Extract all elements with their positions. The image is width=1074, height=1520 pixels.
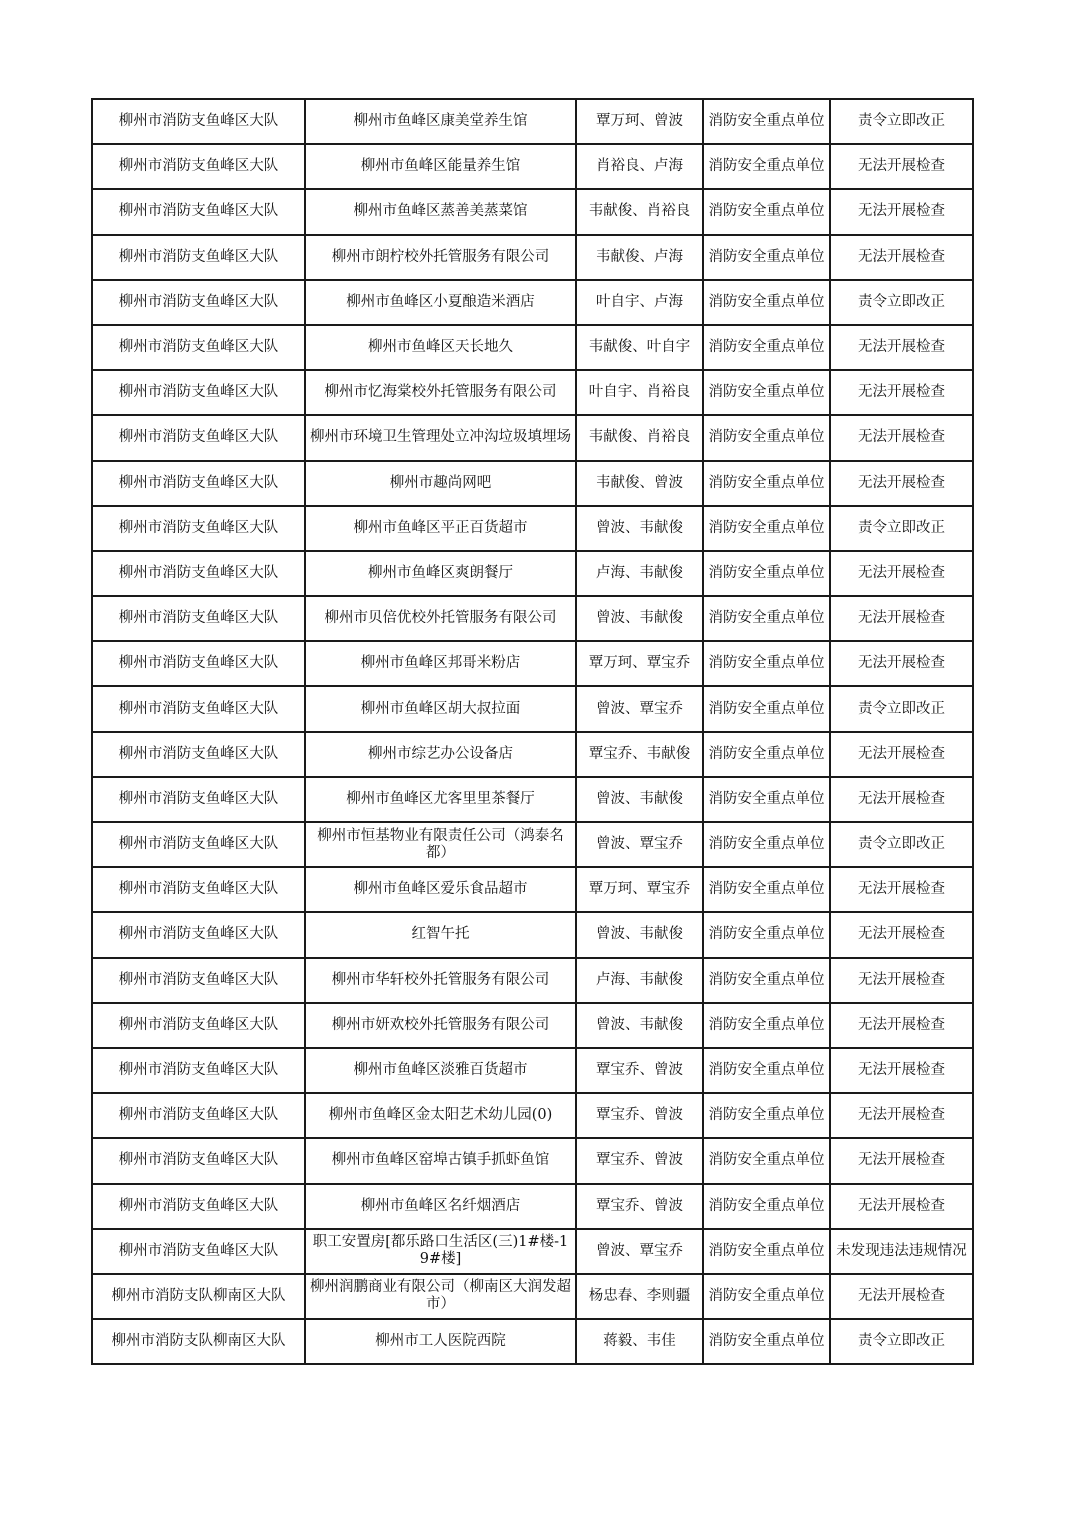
inspectors-cell: 曾波、韦献俊 <box>576 912 703 957</box>
inspectors-cell: 曾波、覃宝乔 <box>576 1229 703 1274</box>
site-name-cell: 柳州市鱼峰区爽朗餐厅 <box>305 551 576 596</box>
site-category-cell: 消防安全重点单位 <box>703 1184 830 1229</box>
site-name-cell: 柳州市鱼峰区小夏酿造米酒店 <box>305 280 576 325</box>
inspection-unit-cell: 柳州市消防支鱼峰区大队 <box>92 641 305 686</box>
result-cell: 责令立即改正 <box>830 99 973 144</box>
inspectors-cell: 叶自宇、肖裕良 <box>576 370 703 415</box>
inspectors-cell: 杨忠春、李则疆 <box>576 1274 703 1319</box>
site-category-cell: 消防安全重点单位 <box>703 280 830 325</box>
site-name-cell: 柳州市鱼峰区邦哥米粉店 <box>305 641 576 686</box>
inspection-unit-cell: 柳州市消防支鱼峰区大队 <box>92 506 305 551</box>
inspectors-cell: 韦献俊、卢海 <box>576 235 703 280</box>
site-name-cell: 柳州市贝倍优校外托管服务有限公司 <box>305 596 576 641</box>
site-name-cell: 柳州市鱼峰区金太阳艺术幼儿园(0) <box>305 1093 576 1138</box>
inspection-unit-cell: 柳州市消防支鱼峰区大队 <box>92 415 305 460</box>
site-name-cell: 柳州市鱼峰区天长地久 <box>305 325 576 370</box>
inspection-unit-cell: 柳州市消防支鱼峰区大队 <box>92 99 305 144</box>
table-row <box>92 641 973 686</box>
inspection-unit-cell: 柳州市消防支鱼峰区大队 <box>92 867 305 912</box>
result-cell: 责令立即改正 <box>830 686 973 731</box>
site-category-cell: 消防安全重点单位 <box>703 144 830 189</box>
inspectors-cell: 覃宝乔、曾波 <box>576 1048 703 1093</box>
site-name-cell: 红智午托 <box>305 912 576 957</box>
site-category-cell: 消防安全重点单位 <box>703 1048 830 1093</box>
result-cell: 无法开展检查 <box>830 370 973 415</box>
inspection-table <box>91 98 974 1365</box>
table-row <box>92 1093 973 1138</box>
site-name-cell: 柳州市鱼峰区能量养生馆 <box>305 144 576 189</box>
site-category-cell: 消防安全重点单位 <box>703 415 830 460</box>
site-category-cell: 消防安全重点单位 <box>703 867 830 912</box>
inspectors-cell: 覃宝乔、曾波 <box>576 1184 703 1229</box>
inspectors-cell: 卢海、韦献俊 <box>576 958 703 1003</box>
result-cell: 未发现违法违规情况 <box>830 1229 973 1274</box>
table-row <box>92 1138 973 1183</box>
site-category-cell: 消防安全重点单位 <box>703 370 830 415</box>
inspectors-cell: 曾波、韦献俊 <box>576 777 703 822</box>
inspectors-cell: 卢海、韦献俊 <box>576 551 703 596</box>
table-row <box>92 506 973 551</box>
table-row <box>92 99 973 144</box>
site-name-cell: 柳州市鱼峰区爱乐食品超市 <box>305 867 576 912</box>
result-cell: 无法开展检查 <box>830 1048 973 1093</box>
site-category-cell: 消防安全重点单位 <box>703 189 830 234</box>
table-row <box>92 415 973 460</box>
result-cell: 无法开展检查 <box>830 551 973 596</box>
inspectors-cell: 曾波、覃宝乔 <box>576 822 703 867</box>
table-row <box>92 235 973 280</box>
inspectors-cell: 韦献俊、叶自宇 <box>576 325 703 370</box>
inspection-unit-cell: 柳州市消防支鱼峰区大队 <box>92 1184 305 1229</box>
inspection-unit-cell: 柳州市消防支鱼峰区大队 <box>92 958 305 1003</box>
table-row <box>92 1319 973 1364</box>
inspection-unit-cell: 柳州市消防支鱼峰区大队 <box>92 551 305 596</box>
table-row <box>92 1274 973 1319</box>
inspectors-cell: 曾波、韦献俊 <box>576 596 703 641</box>
result-cell: 无法开展检查 <box>830 1274 973 1319</box>
site-name-cell: 柳州市妍欢校外托管服务有限公司 <box>305 1003 576 1048</box>
result-cell: 无法开展检查 <box>830 461 973 506</box>
result-cell: 无法开展检查 <box>830 777 973 822</box>
result-cell: 无法开展检查 <box>830 144 973 189</box>
table-row <box>92 958 973 1003</box>
site-name-cell: 柳州市鱼峰区康美堂养生馆 <box>305 99 576 144</box>
inspection-unit-cell: 柳州市消防支鱼峰区大队 <box>92 461 305 506</box>
inspection-unit-cell: 柳州市消防支鱼峰区大队 <box>92 325 305 370</box>
site-name-cell: 柳州润鹏商业有限公司（柳南区大润发超市） <box>305 1274 576 1319</box>
result-cell: 无法开展检查 <box>830 1003 973 1048</box>
result-cell: 责令立即改正 <box>830 280 973 325</box>
inspectors-cell: 覃万珂、覃宝乔 <box>576 641 703 686</box>
inspection-unit-cell: 柳州市消防支鱼峰区大队 <box>92 1093 305 1138</box>
inspectors-cell: 曾波、韦献俊 <box>576 1003 703 1048</box>
site-category-cell: 消防安全重点单位 <box>703 551 830 596</box>
result-cell: 无法开展检查 <box>830 1138 973 1183</box>
result-cell: 责令立即改正 <box>830 506 973 551</box>
table-row <box>92 1184 973 1229</box>
table-row <box>92 686 973 731</box>
result-cell: 责令立即改正 <box>830 1319 973 1364</box>
inspection-unit-cell: 柳州市消防支鱼峰区大队 <box>92 280 305 325</box>
inspectors-cell: 曾波、覃宝乔 <box>576 686 703 731</box>
table-row <box>92 596 973 641</box>
inspection-unit-cell: 柳州市消防支鱼峰区大队 <box>92 822 305 867</box>
result-cell: 无法开展检查 <box>830 1093 973 1138</box>
inspectors-cell: 覃万珂、覃宝乔 <box>576 867 703 912</box>
table-row <box>92 732 973 777</box>
site-category-cell: 消防安全重点单位 <box>703 732 830 777</box>
inspection-unit-cell: 柳州市消防支鱼峰区大队 <box>92 596 305 641</box>
inspectors-cell: 覃宝乔、曾波 <box>576 1138 703 1183</box>
result-cell: 无法开展检查 <box>830 958 973 1003</box>
site-category-cell: 消防安全重点单位 <box>703 958 830 1003</box>
site-name-cell: 柳州市鱼峰区名纤烟酒店 <box>305 1184 576 1229</box>
site-category-cell: 消防安全重点单位 <box>703 641 830 686</box>
result-cell: 无法开展检查 <box>830 596 973 641</box>
site-category-cell: 消防安全重点单位 <box>703 1274 830 1319</box>
site-name-cell: 柳州市鱼峰区胡大叔拉面 <box>305 686 576 731</box>
inspectors-cell: 曾波、韦献俊 <box>576 506 703 551</box>
site-name-cell: 职工安置房[都乐路口生活区(三)1#楼-19#楼] <box>305 1229 576 1274</box>
table-row <box>92 280 973 325</box>
inspection-unit-cell: 柳州市消防支鱼峰区大队 <box>92 1003 305 1048</box>
site-name-cell: 柳州市鱼峰区平正百货超市 <box>305 506 576 551</box>
site-name-cell: 柳州市鱼峰区蒸善美蒸菜馆 <box>305 189 576 234</box>
inspectors-cell: 韦献俊、肖裕良 <box>576 415 703 460</box>
site-category-cell: 消防安全重点单位 <box>703 1229 830 1274</box>
result-cell: 无法开展检查 <box>830 415 973 460</box>
site-category-cell: 消防安全重点单位 <box>703 686 830 731</box>
site-name-cell: 柳州市鱼峰区窑埠古镇手抓虾鱼馆 <box>305 1138 576 1183</box>
inspection-unit-cell: 柳州市消防支鱼峰区大队 <box>92 777 305 822</box>
inspectors-cell: 叶自宇、卢海 <box>576 280 703 325</box>
inspectors-cell: 蒋毅、韦佳 <box>576 1319 703 1364</box>
inspection-unit-cell: 柳州市消防支队柳南区大队 <box>92 1274 305 1319</box>
site-name-cell: 柳州市鱼峰区淡雅百货超市 <box>305 1048 576 1093</box>
result-cell: 无法开展检查 <box>830 325 973 370</box>
result-cell: 无法开展检查 <box>830 867 973 912</box>
inspectors-cell: 覃宝乔、韦献俊 <box>576 732 703 777</box>
inspection-unit-cell: 柳州市消防支鱼峰区大队 <box>92 686 305 731</box>
table-row <box>92 370 973 415</box>
table-row <box>92 1003 973 1048</box>
inspection-table-body <box>92 99 973 1364</box>
inspection-unit-cell: 柳州市消防支鱼峰区大队 <box>92 144 305 189</box>
inspectors-cell: 肖裕良、卢海 <box>576 144 703 189</box>
site-name-cell: 柳州市朗柠校外托管服务有限公司 <box>305 235 576 280</box>
site-category-cell: 消防安全重点单位 <box>703 596 830 641</box>
site-name-cell: 柳州市华轩校外托管服务有限公司 <box>305 958 576 1003</box>
result-cell: 责令立即改正 <box>830 822 973 867</box>
site-name-cell: 柳州市趣尚网吧 <box>305 461 576 506</box>
table-row <box>92 551 973 596</box>
inspection-unit-cell: 柳州市消防支鱼峰区大队 <box>92 1048 305 1093</box>
site-name-cell: 柳州市鱼峰区尤客里里茶餐厅 <box>305 777 576 822</box>
site-name-cell: 柳州市综艺办公设备店 <box>305 732 576 777</box>
site-category-cell: 消防安全重点单位 <box>703 912 830 957</box>
inspection-unit-cell: 柳州市消防支鱼峰区大队 <box>92 189 305 234</box>
table-row <box>92 1229 973 1274</box>
site-category-cell: 消防安全重点单位 <box>703 1319 830 1364</box>
inspectors-cell: 覃万珂、曾波 <box>576 99 703 144</box>
site-name-cell: 柳州市忆海棠校外托管服务有限公司 <box>305 370 576 415</box>
site-category-cell: 消防安全重点单位 <box>703 506 830 551</box>
result-cell: 无法开展检查 <box>830 189 973 234</box>
result-cell: 无法开展检查 <box>830 1184 973 1229</box>
site-category-cell: 消防安全重点单位 <box>703 1138 830 1183</box>
site-name-cell: 柳州市恒基物业有限责任公司（鸿泰名都） <box>305 822 576 867</box>
site-category-cell: 消防安全重点单位 <box>703 325 830 370</box>
result-cell: 无法开展检查 <box>830 732 973 777</box>
site-category-cell: 消防安全重点单位 <box>703 461 830 506</box>
table-row <box>92 144 973 189</box>
inspectors-cell: 韦献俊、曾波 <box>576 461 703 506</box>
table-row <box>92 325 973 370</box>
site-name-cell: 柳州市环境卫生管理处立冲沟垃圾填埋场 <box>305 415 576 460</box>
inspection-unit-cell: 柳州市消防支鱼峰区大队 <box>92 235 305 280</box>
site-category-cell: 消防安全重点单位 <box>703 99 830 144</box>
result-cell: 无法开展检查 <box>830 235 973 280</box>
table-row <box>92 912 973 957</box>
inspection-unit-cell: 柳州市消防支鱼峰区大队 <box>92 370 305 415</box>
inspectors-cell: 覃宝乔、曾波 <box>576 1093 703 1138</box>
site-category-cell: 消防安全重点单位 <box>703 777 830 822</box>
result-cell: 无法开展检查 <box>830 641 973 686</box>
site-category-cell: 消防安全重点单位 <box>703 1003 830 1048</box>
inspection-unit-cell: 柳州市消防支队柳南区大队 <box>92 1319 305 1364</box>
inspectors-cell: 韦献俊、肖裕良 <box>576 189 703 234</box>
site-name-cell: 柳州市工人医院西院 <box>305 1319 576 1364</box>
result-cell: 无法开展检查 <box>830 912 973 957</box>
site-category-cell: 消防安全重点单位 <box>703 822 830 867</box>
site-category-cell: 消防安全重点单位 <box>703 235 830 280</box>
inspection-unit-cell: 柳州市消防支鱼峰区大队 <box>92 732 305 777</box>
table-row <box>92 867 973 912</box>
site-category-cell: 消防安全重点单位 <box>703 1093 830 1138</box>
table-row <box>92 189 973 234</box>
inspection-unit-cell: 柳州市消防支鱼峰区大队 <box>92 912 305 957</box>
inspection-unit-cell: 柳州市消防支鱼峰区大队 <box>92 1229 305 1274</box>
table-row <box>92 777 973 822</box>
table-row <box>92 461 973 506</box>
table-row <box>92 822 973 867</box>
table-row <box>92 1048 973 1093</box>
inspection-unit-cell: 柳州市消防支鱼峰区大队 <box>92 1138 305 1183</box>
